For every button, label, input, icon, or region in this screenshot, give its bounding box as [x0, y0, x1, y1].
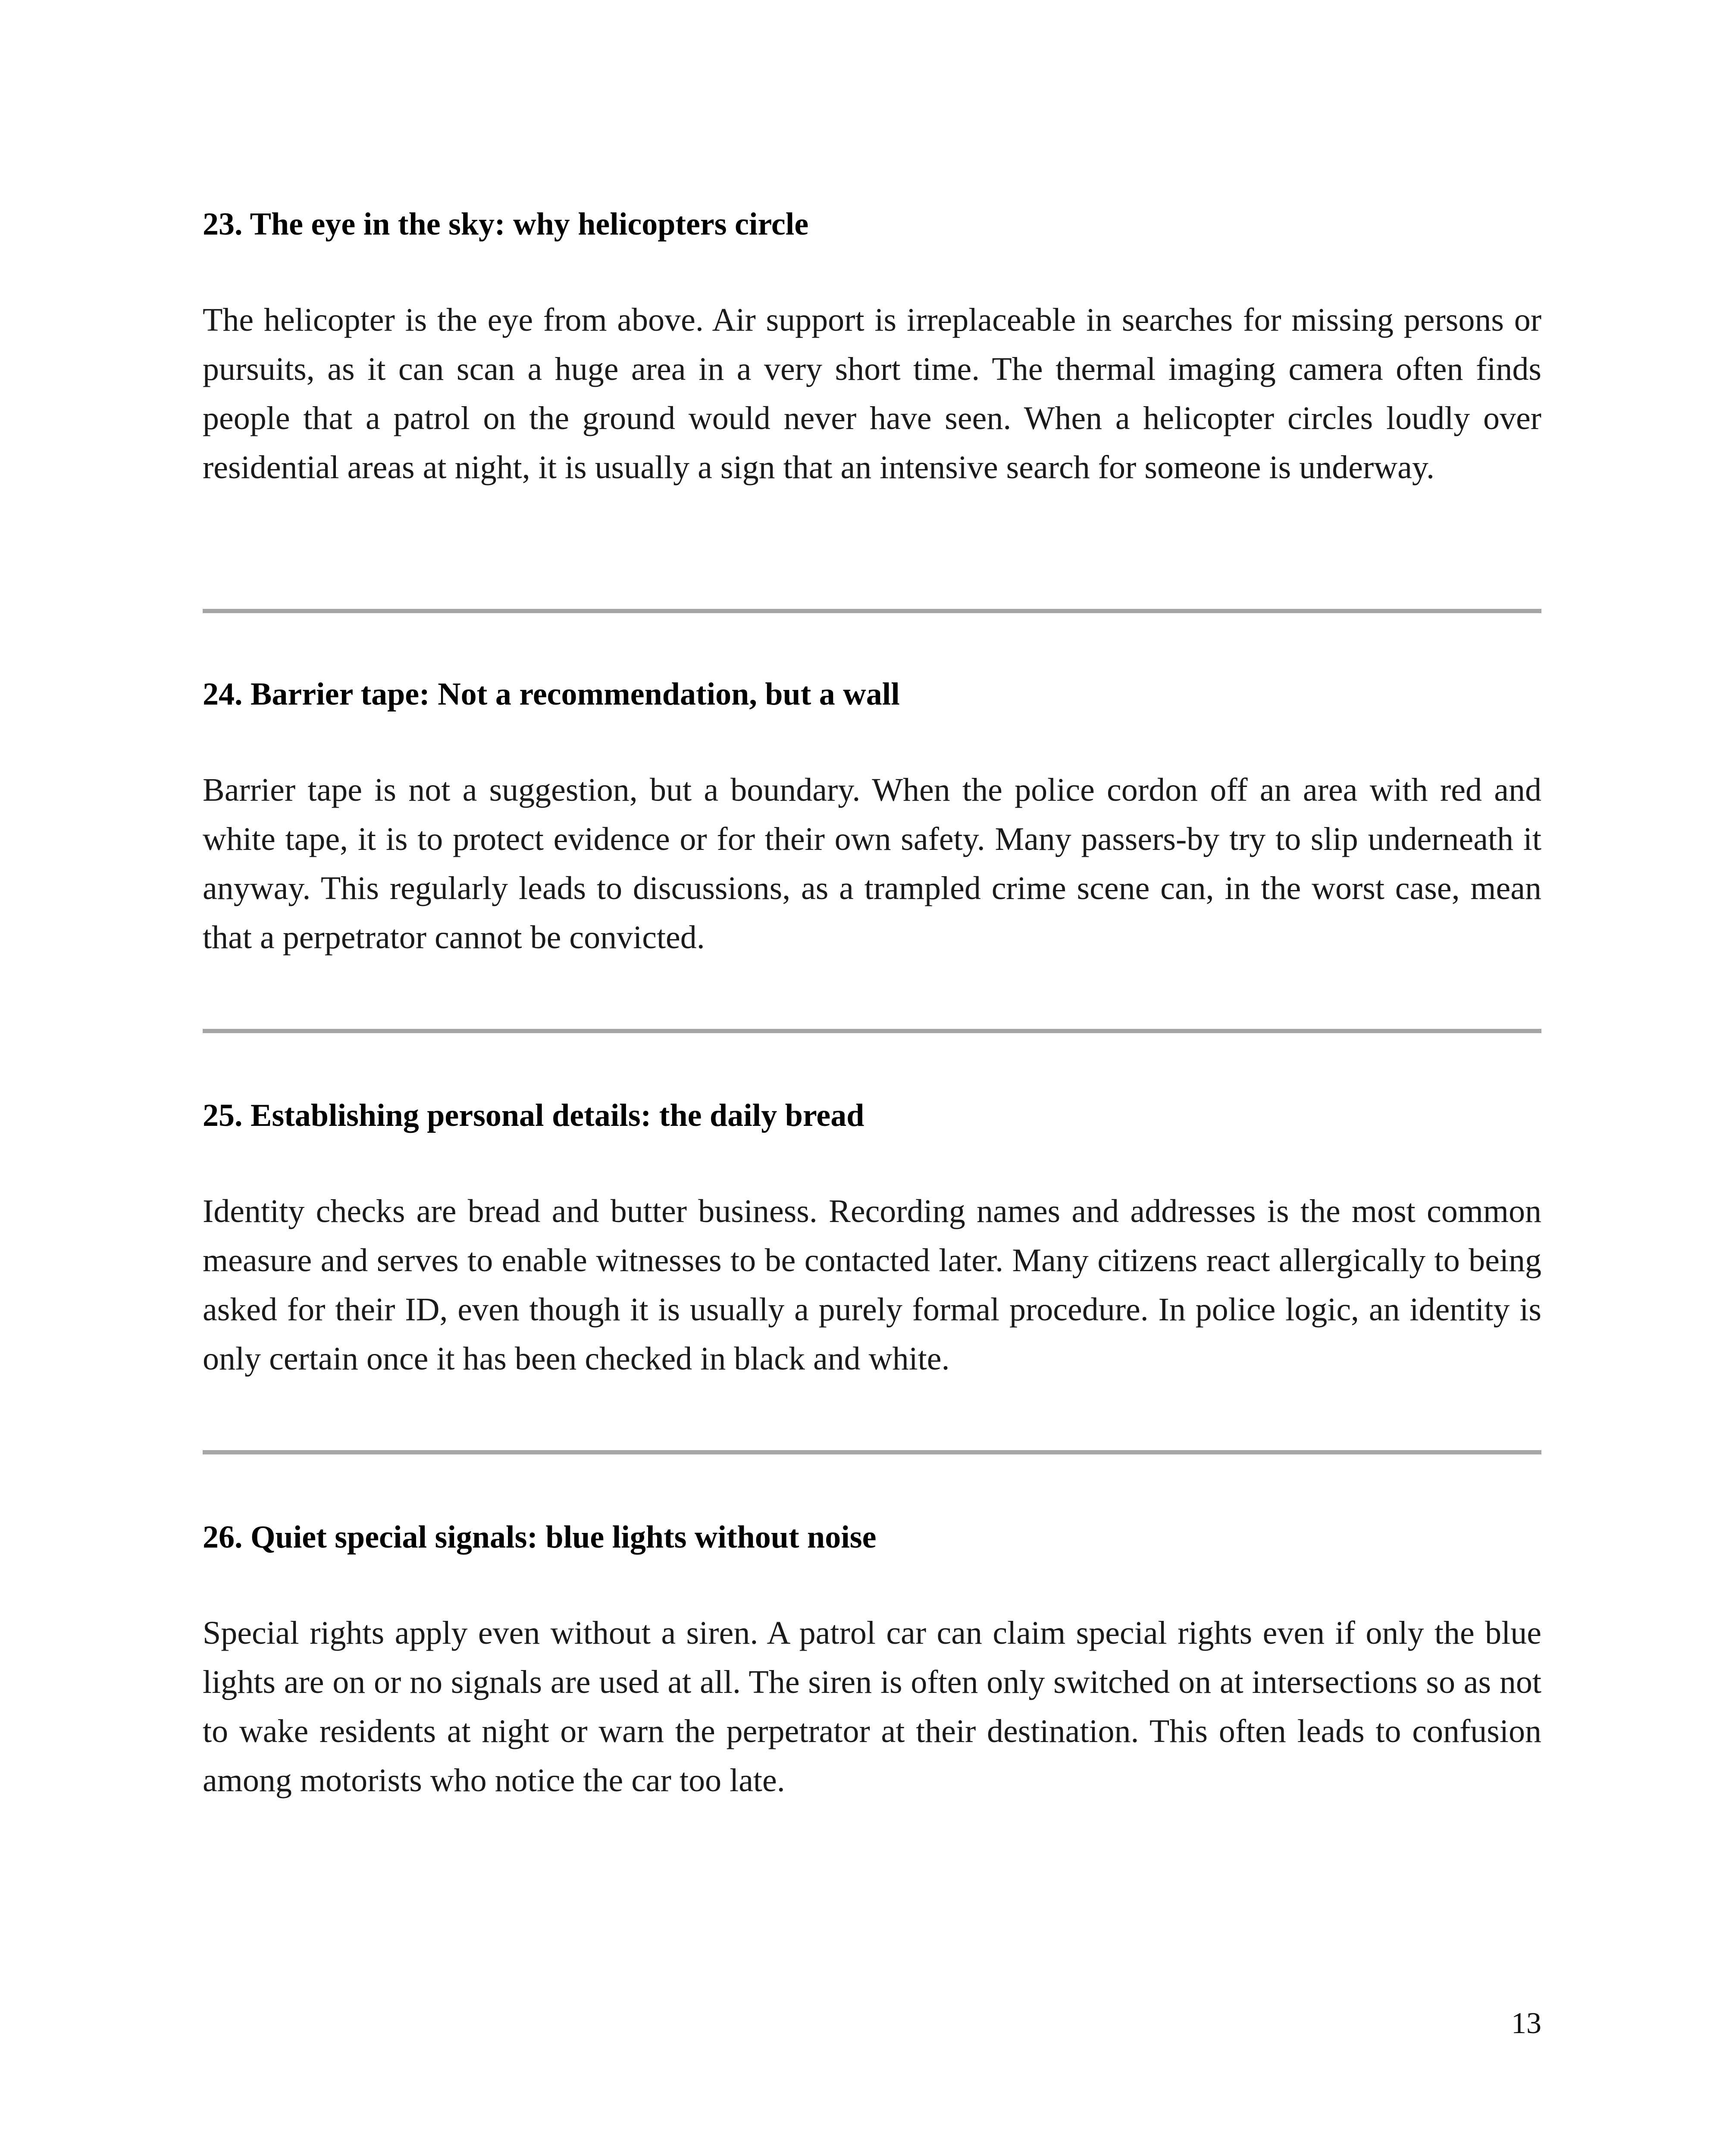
- section-heading: 23. The eye in the sky: why helicopters circle: [203, 207, 809, 242]
- section-25: [203, 1096, 1541, 1383]
- section-divider: [203, 609, 1541, 613]
- section-heading: 24. Barrier tape: Not a recommendation, but a wall: [203, 677, 900, 712]
- page-number: 13: [1511, 2007, 1541, 2040]
- section-24: [203, 675, 1541, 962]
- section-heading: 25. Establishing personal details: the daily bread: [203, 1098, 864, 1133]
- section-heading: 26. Quiet special signals: blue lights without noise: [203, 1520, 877, 1555]
- section-divider: [203, 1450, 1541, 1454]
- section-26: [203, 1518, 1541, 1805]
- section-divider: [203, 1029, 1541, 1033]
- section-body: Barrier tape is not a suggestion, but a boundary. When the police cordon off an area with red and white tape, it is to protect evidence or for their own safety. Many passers-by try to slip underneath it anyway. This regularly leads to discussions, as a trampled crime scene can, in the worst case, mean that a perpetrator cannot be convicted.: [203, 772, 1541, 956]
- section-23: [203, 205, 1541, 492]
- section-body: The helicopter is the eye from above. Air support is irreplaceable in searches for missing persons or pursuits, as it can scan a huge area in a very short time. The thermal imaging camera often finds people that a patrol on the ground would never have seen. When a helicopter circles loudly over residential areas at night, it is usually a sign that an intensive search for someone is underway.: [203, 302, 1541, 486]
- section-body: Special rights apply even without a siren. A patrol car can claim special rights even if only the blue lights are on or no signals are used at all. The siren is often only switched on at intersections so as not to wake residents at night or warn the perpetrator at their destination. This often leads to confusion among motorists who notice the car too late.: [203, 1615, 1541, 1799]
- section-body: Identity checks are bread and butter business. Recording names and addresses is the most common measure and serves to enable witnesses to be contacted later. Many citizens react allergically to being asked for their ID, even though it is usually a purely formal procedure. In police logic, an identity is only certain once it has been checked in black and white.: [203, 1193, 1541, 1377]
